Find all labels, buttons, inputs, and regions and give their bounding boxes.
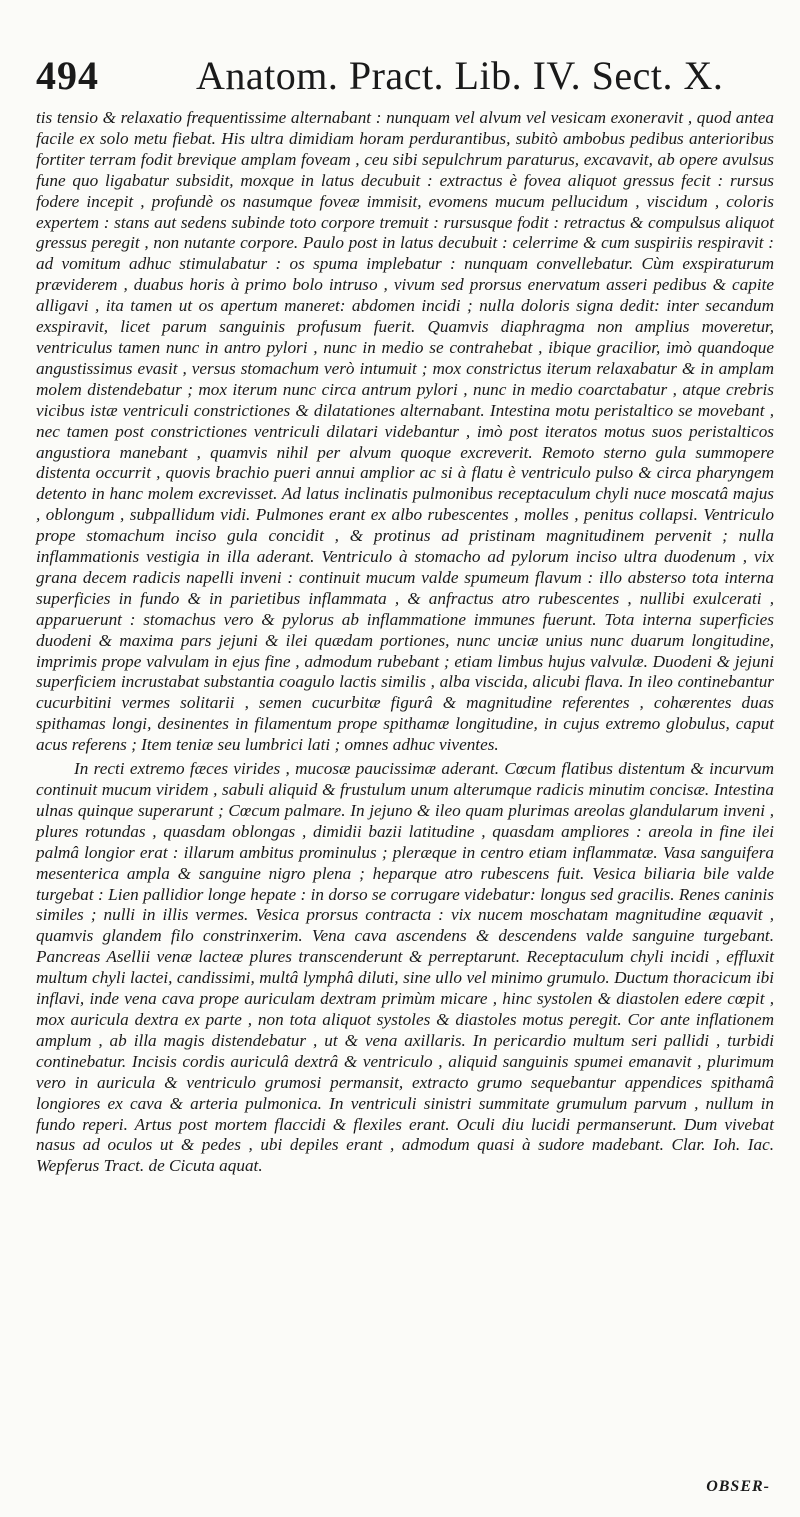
catchword: OBSER- — [706, 1478, 770, 1495]
running-head: Anatom. Pract. Lib. IV. Sect. X. — [196, 53, 724, 98]
body-paragraph-2: In recti extremo fæces virides , mucosæ paucissimæ aderant. Cœcum flatibus distentum & incurvum continuit mucum viridem , sabuli aliquid & frustulum unum alterumque radicis minutim concisæ. Intestina ulnas quinque superarunt ; Cœcum palmare. In jejuno & ileo quam plurimas areolas glandularum inveni , plures rotundas , quasdam oblongas , dimidii bazii latitudine , quasdam ampliores : areola in fine ilei palmâ longior erat : illarum ambitus prominulus ; pleræque in centro etiam inflammatæ. Vasa sanguifera mesenterica ampla & sanguine nigro plena ; heparque atro rubescens fuit. Vesica biliaria bile valde turgebat : Lien pallidior longe hepate : in dorso se corrugare videbatur: longus sed gracilis. Renes caninis similes ; nulli in illis vermes. Vesica prorsus contracta : vix nucem moschatam magnitudine æquavit , quamvis glandem filo constrinxerim. Vena cava ascendens & descendens valde sanguine turgebant. Pancreas Asellii venæ lacteæ plures transcenderunt & perreptarunt. Receptaculum chyli incidi , effluxit multum chyli lactei, candissimi, multâ lymphâ diluti, sine ullo vel minimo grumulo. Ductum thoracicum ibi inflavi, inde vena cava prope auriculam dextram primùm micare , hinc systolen & diastolen edere cœpit , mox auricula dextra ex parte , non tota aliquot systoles & diastoles motus peregit. Cor ante inflationem amplum , ab illa magis distendebatur , ut & vena axillaris. In pericardio multum seri pallidi , turbidi continebatur. Incisis cordis auriculâ dextrâ & ventriculo , aliquid sanguinis spumei emanavit , plurimum vero in auricula & ventriculo grumosi permansit, extracto grumo sequebantur appendices spithamâ longiores ex cava & arteria pulmonica. In ventriculi sinistri summitate grumulum parvum , nullum in fundo reperi. Artus post mortem flaccidi & flexiles erant. Oculi diu lucidi permanserunt. Dum vivebat nasus ad oculos ut & pedes , ubi depiles erant , admodum quasi à sudore madebant. Clar. Ioh. Iac. Wepferus Tract. de Cicuta aquat. — [36, 759, 774, 1176]
page-header — [36, 52, 774, 104]
body-paragraph-1: tis tensio & relaxatio frequentissime alternabant : nunquam vel alvum vel vesicam exoneravit , quod antea facile ex solo metu fiebat. His ultra dimidiam horam perdurantibus, subitò ambobus pedibus anterioribus fortiter terram fodit brevique amplam foveam , ceu sibi sepulchrum paraturus, excavavit, ab opere avulsus fune quo ligabatur subsidit, moxque in latus decubuit : extractus è fovea aliquot gressus fecit : rursus fodere incepit , profundè os nasumque foveæ immisit, evomens mucum pellucidum , viscidum , coloris expertem : stans aut sedens subinde toto corpore tremuit : rursusque fodit : retractus & compulsus aliquot gressus peregit , non nutante corpore. Paulo post in latus decubuit : celerrime & cum suspiriis respiravit : ad vomitum adhuc stimulabatur : os spuma implebatur : nunquam convellebatur. Cùm exspiraturum præviderem , duabus horis à primo bolo intruso , vivum sed prorsus enervatum asseri pedibus & capite alligavi , ita tamen ut os apertum maneret: abdomen incidi ; nulla doloris signa dedit: inter secandum exspiravit, licet parum sanguinis profusum fuerit. Quamvis diaphragma non amplius moveretur, ventriculus tamen nunc in antro pylori , nunc in medio se contrahebat , ibique gracilior, imò quandoque angustissimus evasit , versus stomachum verò intumuit ; mox constrictus iterum relaxabatur & in amplam molem distendebatur ; mox iterum nunc circa antrum pylori , nunc in medio coarctabatur , atque crebris vicibus istæ ventriculi constrictiones & dilatationes alternabant. Intestina motu peristaltico se movebant , nec tamen post constrictiones ventriculi dilatari videbantur , imò post iteratos motus suos peristalticos angustiora manebant , quamvis nihil per alvum quoque excreverit. Remoto sterno gula summopere distenta occurrit , quovis brachio pueri annui amplior ac si à flatu è ventriculo pulso & circa pharyngem detento in hanc molem excrevisset. Ad latus inclinatis pulmonibus receptaculum chyli nuce moscatâ majus , oblongum , subpallidum vidi. Pulmones erant ex albo rubescentes , molles , penitus collapsi. Ventriculo prope stomachum inciso gula concidit , & protinus ad pristinam magnitudinem pervenit ; nulla inflammationis vestigia in illa aderant. Ventriculo à stomacho ad pylorum inciso ultra duodenum , vix grana decem radicis napelli inveni : continuit mucum valde spumeum flavum : illo absterso tota interna superficies in fundo & in parietibus inflammata , & anfractus atro rubescentes , nullibi exulcerati , apparuerunt : stomachus vero & pylorus ab inflammatione immunes fuerunt. Tota interna superficies duodeni & maxima pars jejuni & ilei quædam portiones, nunc unciæ unius nunc duarum longitudine, imprimis prope valvulam in ejus fine , admodum rubebant ; etiam limbus hujus valvulæ. Duodeni & jejuni superficiem incrustabat substantia coagulo lactis similis , alba viscida, alicubi flava. In ileo continebantur cucurbitini vermes solitarii , semen cucurbitæ figurâ & magnitudine referentes , cohærentes duas spithamas longi, desinentes in filamentum prope spithamæ longitudine, in cujus extremo globulus, caput acus referens ; Item teniæ seu lumbrici lati ; omnes adhuc viventes. — [36, 108, 774, 755]
page-number: 494 — [36, 53, 99, 98]
